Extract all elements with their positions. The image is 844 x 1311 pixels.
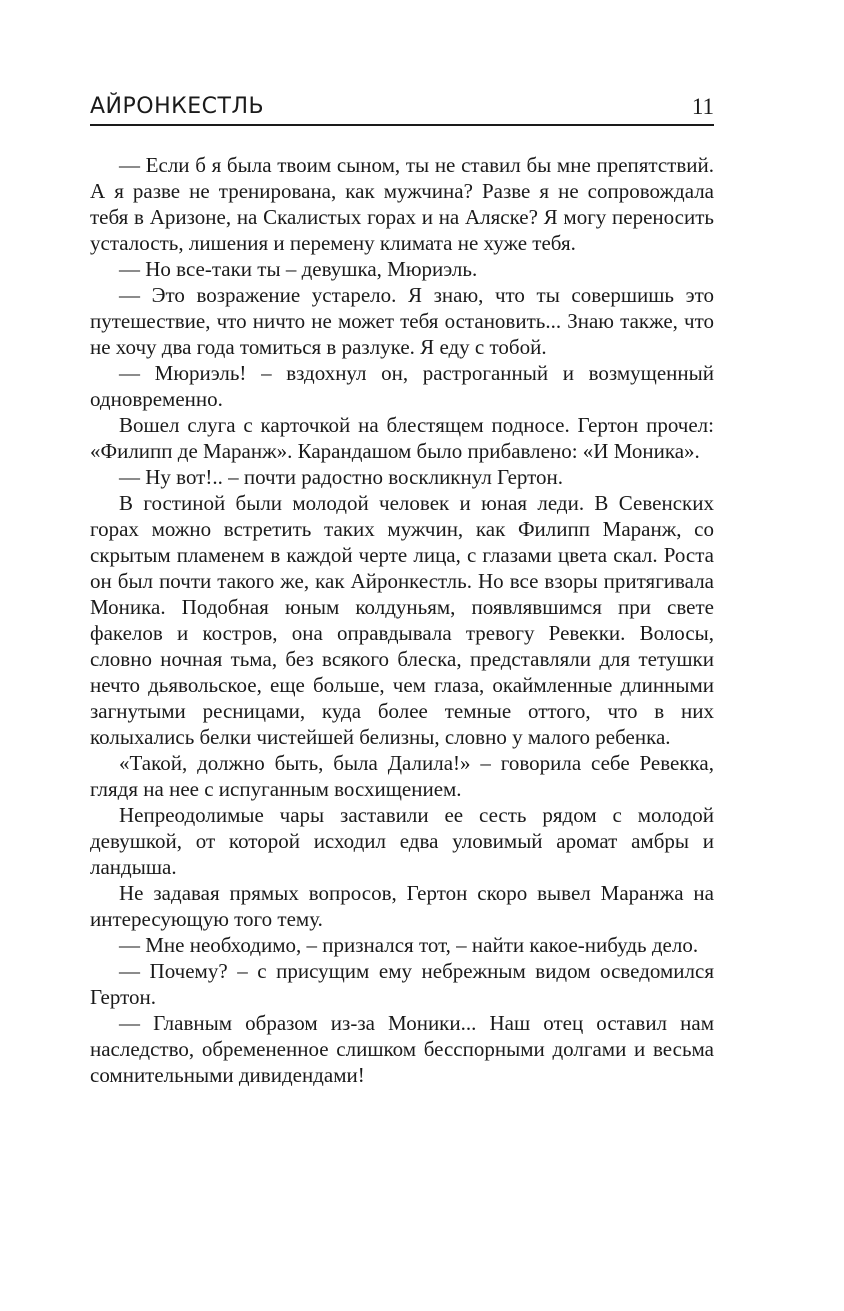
paragraph: — Почему? – с присущим ему небрежным видом осведомился Гертон. [90,959,714,1009]
paragraph: — Но все-таки ты – девушка, Мюриэль. [119,257,478,281]
paragraph: Не задавая прямых вопросов, Гертон скоро вывел Маранжа на интересующую того тему. [90,881,714,931]
paragraph: — Мюриэль! – вздохнул он, растроганный и возмущенный одновременно. [90,361,714,411]
paragraph: — Ну вот!.. – почти радостно воскликнул Гертон. [119,465,564,489]
paragraph: Вошел слуга с карточкой на блестящем подносе. Гертон прочел: «Филипп де Маранж». Карандашом было прибавлено: «И Моника». [90,413,714,463]
running-head [90,90,714,126]
paragraph: Непреодолимые чары заставили ее сесть рядом с молодой девушкой, от которой исходил едва уловимый аромат амбры и ландыша. [90,803,714,879]
book-page [90,90,714,1088]
running-title: АЙРОНКЕСТЛЬ [90,94,265,119]
paragraph: — Мне необходимо, – признался тот, – найти какое-нибудь дело. [119,933,699,957]
page-number: 11 [691,94,714,119]
paragraph: — Если б я была твоим сыном, ты не ставил бы мне препятствий. А я разве не тренирована, как мужчина? Разве я не сопровождала тебя в Аризоне, на Скалистых горах и на Аляске? Я могу переносить усталость, лишения и перемену климата не хуже тебя. [90,153,714,255]
paragraph: «Такой, должно быть, была Далила!» – говорила себе Ревекка, глядя на нее с испуганным восхищением. [90,751,714,801]
body-text [90,152,714,1088]
paragraph: — Главным образом из-за Моники... Наш отец оставил нам наследство, обремененное слишком бесспорными долгами и весьма сомнительными дивидендами! [90,1011,714,1087]
paragraph: — Это возражение устарело. Я знаю, что ты совершишь это путешествие, что ничто не может тебя остановить... Знаю также, что не хочу два года томиться в разлуке. Я еду с тобой. [90,283,714,359]
paragraph: В гостиной были молодой человек и юная леди. В Севенских горах можно встретить таких мужчин, как Филипп Маранж, со скрытым пламенем в каждой черте лица, с глазами цвета скал. Роста он был почти такого же, как Айронкестль. Но все взоры притягивала Моника. Подобная юным колдуньям, появлявшимся при свете факелов и костров, она оправдывала тревогу Ревекки. Волосы, словно ночная тьма, без всякого блеска, представляли для тетушки нечто дьявольское, еще больше, чем глаза, окаймленные длинными загнутыми ресницами, куда более темные оттого, что в них колыхались белки чистейшей белизны, словно у малого ребенка. [90,491,714,749]
